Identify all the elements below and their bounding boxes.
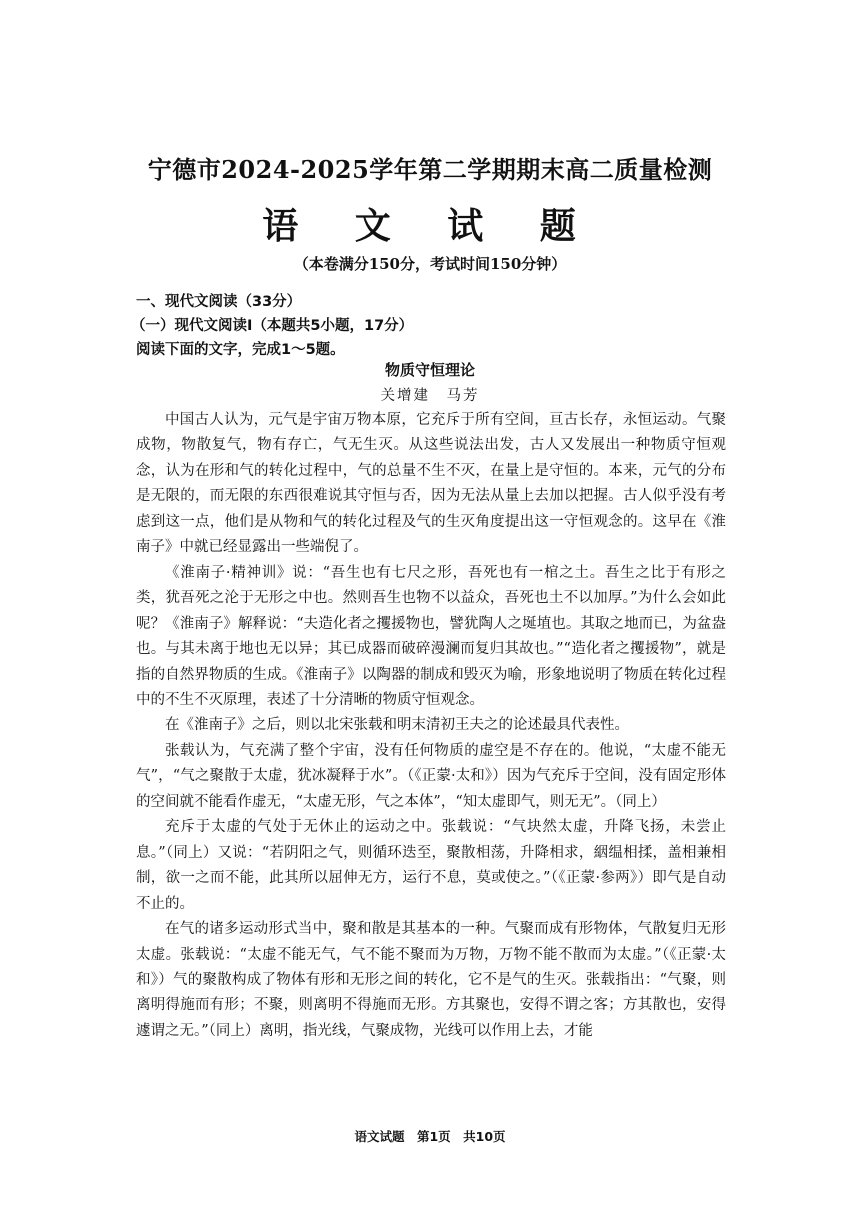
paragraph: 《淮南子·精神训》说：“吾生也有七尺之形，吾死也有一棺之土。吾生之比于有形之类，犹吾死之沦于无形之中也。然则吾生也物不以益众，吾死也土不以加厚。”为什么会如此呢？《淮南子》解释说：“夫造化者之攫援物也，譬犹陶人之埏埴也。其取之地而已，为盆盎也。与其未离于地也无以异；其已成器而破碎漫澜而复归其故也。”“造化者之攫援物”，就是指的自然界物质的生成。《淮南子》以陶器的制成和毁灭为喻，形象地说明了物质在转化过程中的不生不灭原理，表述了十分清晰的物质守恒观念。 xyxy=(136,564,726,708)
subject-title: 语 文 试 题 xyxy=(262,205,598,247)
paragraph: 在《淮南子》之后，则以北宋张载和明末清初王夫之的论述最具代表性。 xyxy=(165,717,629,734)
paragraph: 张载认为，气充满了整个宇宙，没有任何物质的虚空是不存在的。他说，“太虚不能无气”，“气之聚散于太虚，犹冰凝释于水”。（《正蒙·太和》）因为气充斥于空间，没有固定形体的空间就不能看作虚无，“太虚无形，气之本体”，“知太虚即气，则无无”。（同上） xyxy=(136,742,726,810)
paragraph: 在气的诸多运动形式当中，聚和散是其基本的一种。气聚而成有形物体，气散复归无形太虚。张载说：“太虚不能无气，气不能不聚而为万物，万物不能不散而为太虚。”（《正蒙·太和》）气的聚散构成了物体有形和无形之间的转化，它不是气的生灭。张载指出：“气聚，则离明得施而有形；不聚，则离明不得施而无形。方其聚也，安得不谓之客；方其散也，安得遽谓之无。”（同上）离明，指光线，气聚成物，光线可以作用上去，才能 xyxy=(136,921,726,1039)
article-body xyxy=(136,408,726,1044)
section-heading-part1: 一、现代文阅读（33分） xyxy=(136,294,302,310)
article-authors: 关增建 马芳 xyxy=(380,388,480,404)
page-footer: 语文试题 第1页 共10页 xyxy=(354,1129,506,1144)
paragraph: 中国古人认为，元气是宇宙万物本原，它充斥于所有空间，亘古长存，永恒运动。气聚成物，物散复气，物有存亡，气无生灭。从这些说法出发，古人又发展出一种物质守恒观念，认为在形和气的转化过程中，气的总量不生不灭，在量上是守恒的。本来，元气的分布是无限的，而无限的东西很难说其守恒与否，因为无法从量上去加以把握。古人似乎没有考虑到这一点，他们是从物和气的转化过程及气的生灭角度提出这一守恒观念的。这早在《淮南子》中就已经显露出一些端倪了。 xyxy=(136,412,726,556)
reading-instruction: 阅读下面的文字，完成1～5题。 xyxy=(136,342,345,358)
score-note: （本卷满分150分，考试时间150分钟） xyxy=(293,255,567,273)
exam-title: 宁德市2024-2025学年第二学期期末高二质量检测 xyxy=(147,155,713,184)
article-title: 物质守恒理论 xyxy=(384,361,475,379)
section-heading-reading-1: （一）现代文阅读Ⅰ（本题共5小题，17分） xyxy=(131,318,414,334)
paragraph: 充斥于太虚的气处于无休止的运动之中。张载说：“气块然太虚，升降飞扬，未尝止息。”（同上）又说：“若阴阳之气，则循环迭至，聚散相荡，升降相求，絪缊相揉，盖相兼相制，欲一之而不能，此其所以屈伸无方，运行不息，莫或使之。”（《正蒙·参两》）即气是自动不止的。 xyxy=(136,819,726,912)
